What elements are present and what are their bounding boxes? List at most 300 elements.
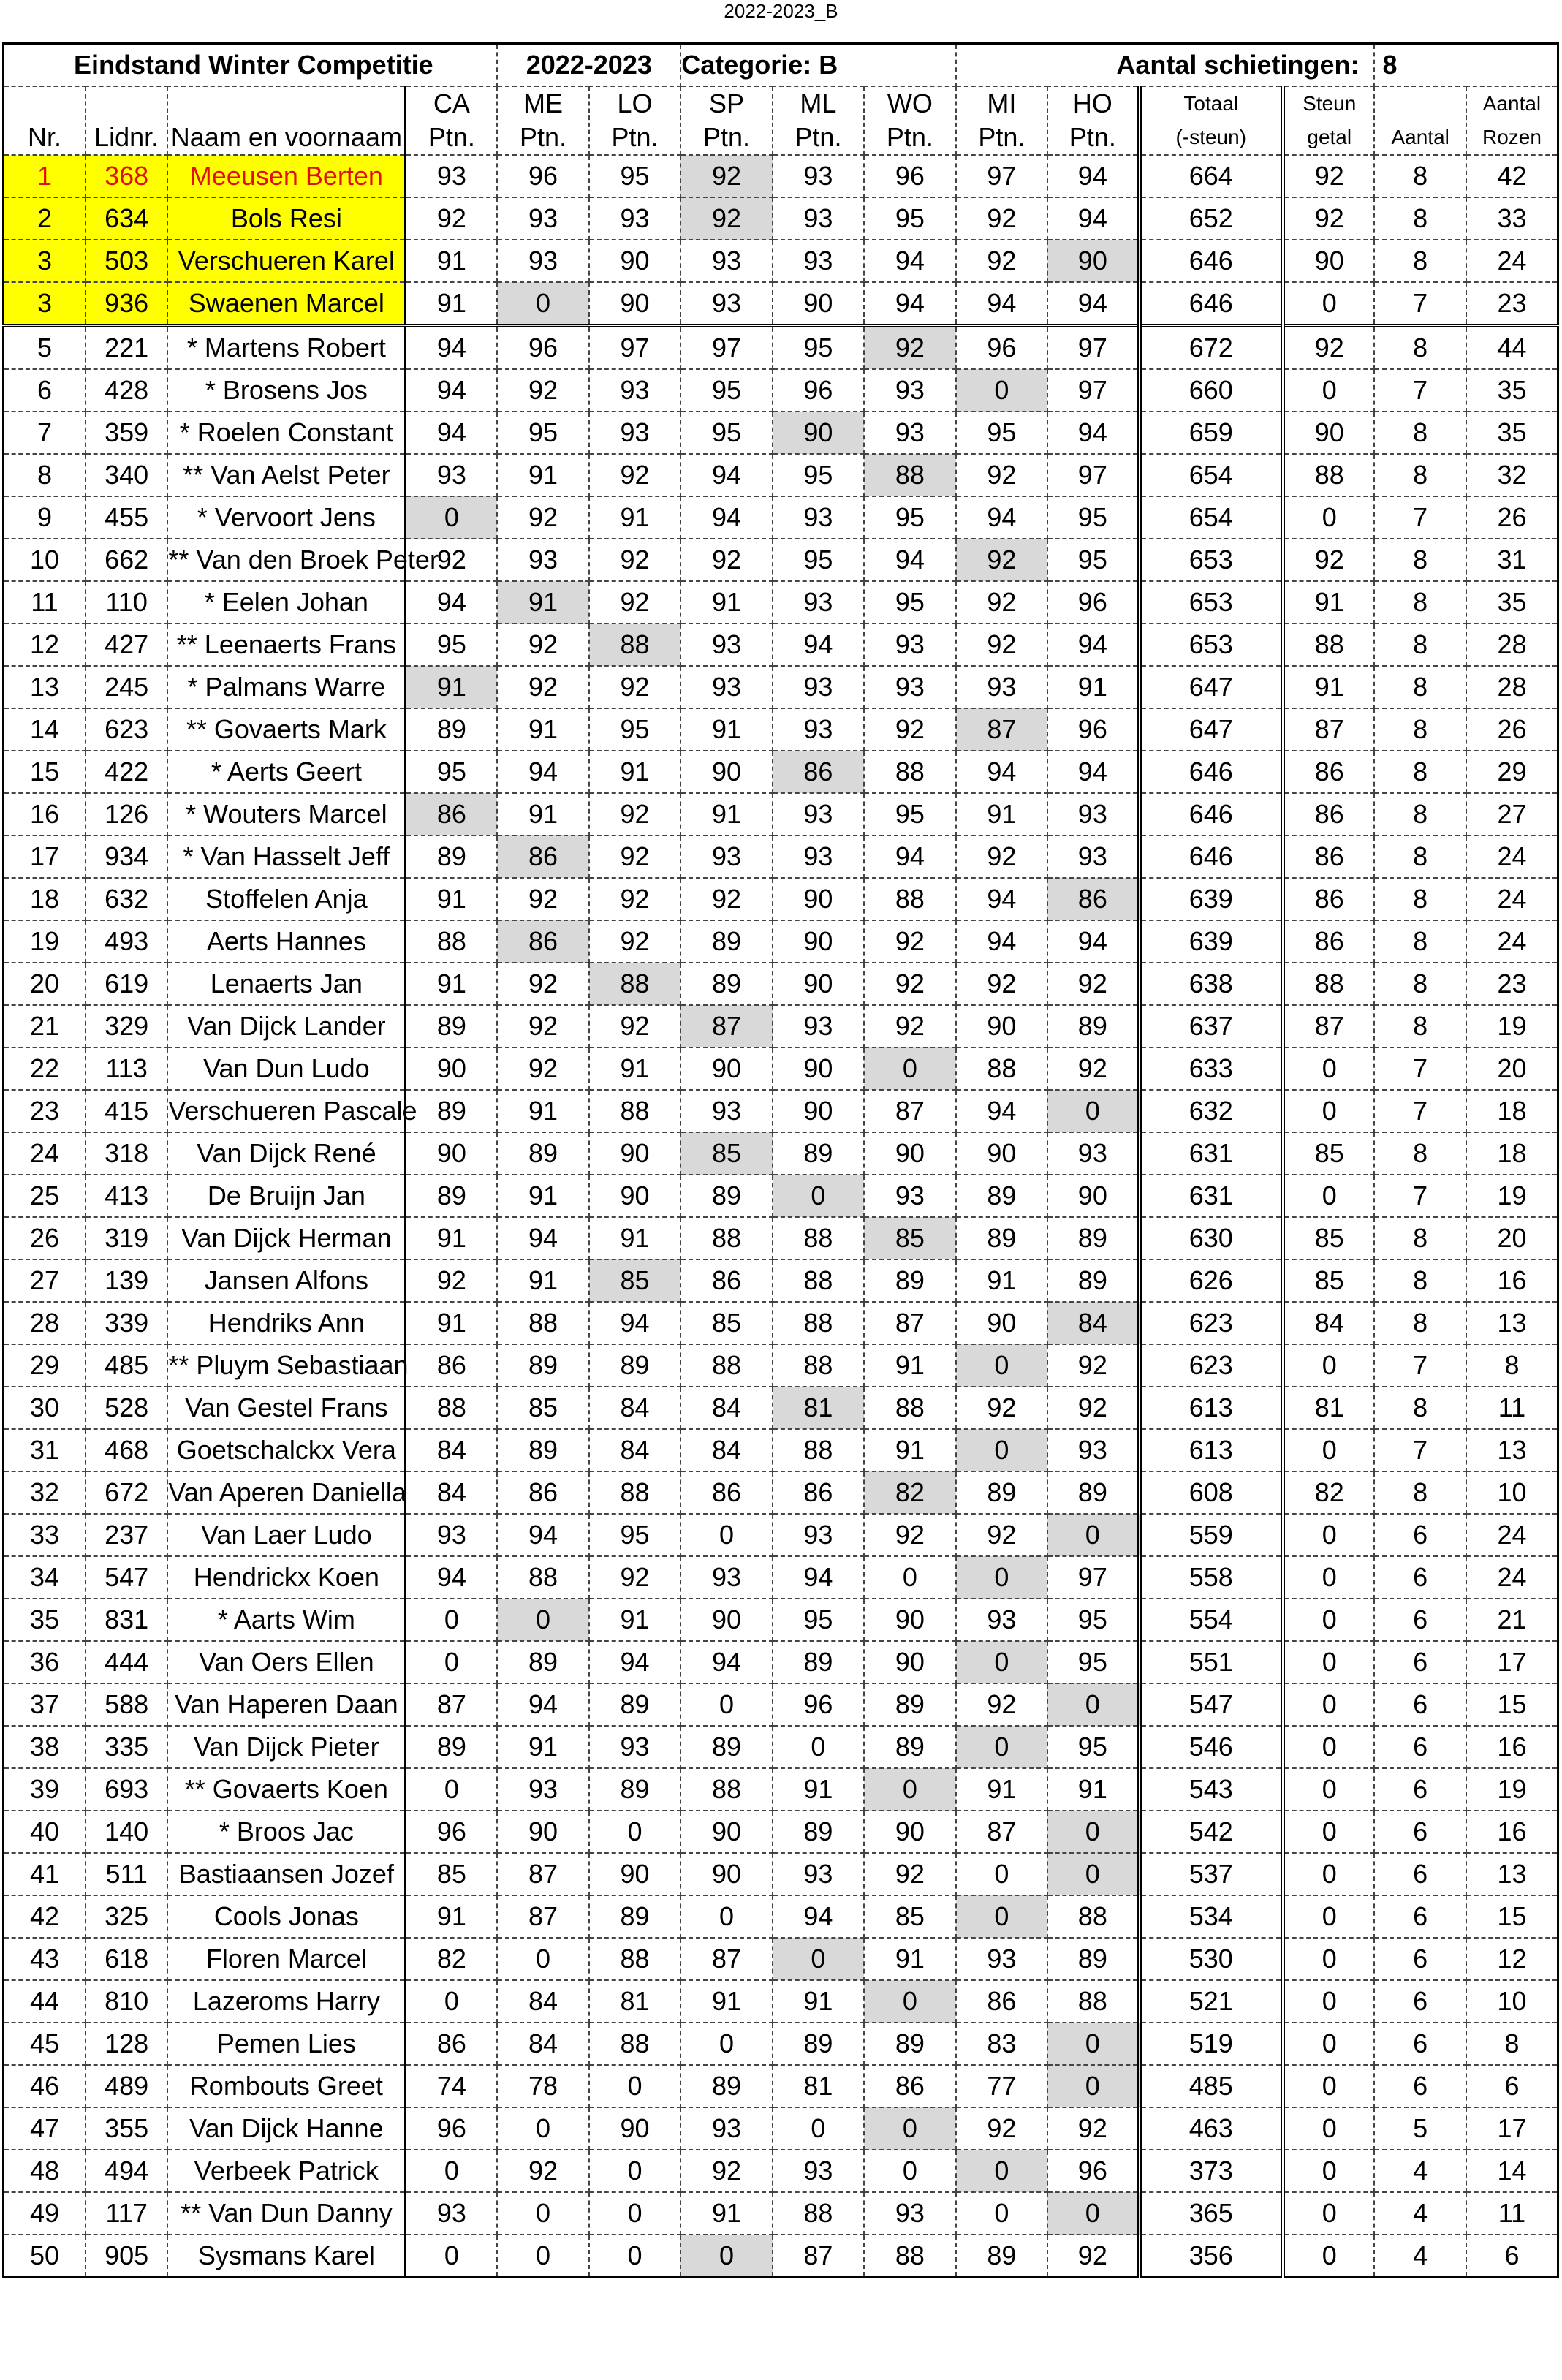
score-cell: 90 [864, 1599, 955, 1641]
score-cell: 88 [773, 1429, 864, 1471]
member-number-cell: 634 [86, 197, 167, 240]
member-number-cell: 810 [86, 1980, 167, 2023]
table-row [4, 708, 1558, 751]
score-cell: 0 [1047, 1853, 1139, 1895]
score-cell: 88 [589, 624, 680, 666]
score-cell: 88 [589, 963, 680, 1005]
score-cell: 85 [406, 1853, 497, 1895]
table-row [4, 1429, 1558, 1471]
name-cell: * Vervoort Jens [167, 496, 405, 539]
score-cell: 0 [1047, 2023, 1139, 2065]
score-cell: 86 [773, 751, 864, 793]
roses-cell: 29 [1466, 751, 1558, 793]
steun-cell: 92 [1283, 326, 1374, 370]
score-cell: 90 [956, 1132, 1047, 1175]
count-cell: 6 [1374, 1768, 1466, 1811]
count-cell: 8 [1374, 197, 1466, 240]
score-cell: 91 [956, 1768, 1047, 1811]
rank-cell: 11 [4, 581, 86, 624]
score-cell: 0 [773, 2107, 864, 2150]
score-cell: 94 [773, 1895, 864, 1938]
score-cell: 85 [497, 1387, 588, 1429]
score-cell: 94 [497, 1514, 588, 1556]
score-cell: 94 [1047, 412, 1139, 454]
score-cell: 95 [1047, 539, 1139, 581]
header-lo [589, 86, 680, 155]
count-cell: 6 [1374, 1599, 1466, 1641]
rank-cell: 16 [4, 793, 86, 835]
score-cell: 93 [406, 454, 497, 496]
score-cell: 0 [406, 2150, 497, 2192]
score-cell: 93 [497, 1768, 588, 1811]
score-cell: 0 [864, 1556, 955, 1599]
steun-cell: 0 [1283, 1641, 1374, 1683]
score-cell: 92 [864, 326, 955, 370]
score-cell: 90 [773, 878, 864, 920]
score-cell: 94 [406, 326, 497, 370]
roses-cell: 13 [1466, 1853, 1558, 1895]
table-row [4, 751, 1558, 793]
member-number-cell: 632 [86, 878, 167, 920]
score-cell: 93 [773, 835, 864, 878]
score-cell: 88 [680, 1768, 772, 1811]
score-cell: 92 [497, 1047, 588, 1090]
score-cell: 95 [680, 412, 772, 454]
rank-cell: 43 [4, 1938, 86, 1980]
total-cell: 632 [1140, 1090, 1283, 1132]
score-cell: 84 [406, 1429, 497, 1471]
score-cell: 92 [956, 963, 1047, 1005]
score-cell: 94 [406, 369, 497, 412]
roses-cell: 8 [1466, 1344, 1558, 1387]
score-cell: 88 [864, 1387, 955, 1429]
roses-cell: 18 [1466, 1090, 1558, 1132]
total-cell: 653 [1140, 624, 1283, 666]
total-cell: 654 [1140, 496, 1283, 539]
steun-cell: 0 [1283, 2192, 1374, 2235]
score-cell: 88 [589, 1938, 680, 1980]
member-number-cell: 511 [86, 1853, 167, 1895]
count-cell: 6 [1374, 1811, 1466, 1853]
score-cell: 90 [589, 1175, 680, 1217]
steun-cell: 0 [1283, 1938, 1374, 1980]
total-cell: 660 [1140, 369, 1283, 412]
score-cell: 93 [406, 2192, 497, 2235]
total-cell: 647 [1140, 666, 1283, 708]
score-cell: 86 [773, 1471, 864, 1514]
score-cell: 95 [773, 539, 864, 581]
roses-cell: 24 [1466, 1514, 1558, 1556]
count-cell: 7 [1374, 1429, 1466, 1471]
member-number-cell: 662 [86, 539, 167, 581]
score-cell: 89 [864, 2023, 955, 2065]
table-row [4, 197, 1558, 240]
table-row [4, 326, 1558, 370]
score-cell: 91 [680, 581, 772, 624]
count-cell: 6 [1374, 1980, 1466, 2023]
total-cell: 652 [1140, 197, 1283, 240]
rank-cell: 38 [4, 1726, 86, 1768]
score-cell: 84 [497, 2023, 588, 2065]
member-number-cell: 325 [86, 1895, 167, 1938]
score-cell: 0 [680, 1895, 772, 1938]
score-cell: 0 [680, 1683, 772, 1726]
score-cell: 88 [864, 751, 955, 793]
rank-cell: 7 [4, 412, 86, 454]
score-cell: 93 [773, 197, 864, 240]
score-cell: 89 [406, 1090, 497, 1132]
shoots-label: Aantal schietingen: [956, 44, 1375, 87]
score-cell: 82 [406, 1938, 497, 1980]
score-cell: 88 [680, 1344, 772, 1387]
score-cell: 88 [773, 1259, 864, 1302]
rank-cell: 29 [4, 1344, 86, 1387]
member-number-cell: 329 [86, 1005, 167, 1047]
member-number-cell: 693 [86, 1768, 167, 1811]
score-cell: 87 [864, 1302, 955, 1344]
score-cell: 90 [773, 1047, 864, 1090]
total-cell: 463 [1140, 2107, 1283, 2150]
score-cell: 97 [589, 326, 680, 370]
score-cell: 81 [773, 1387, 864, 1429]
score-cell: 92 [497, 963, 588, 1005]
table-row [4, 2023, 1558, 2065]
score-cell: 0 [864, 2107, 955, 2150]
score-cell: 91 [406, 240, 497, 282]
name-cell: Van Dijck Herman [167, 1217, 405, 1259]
score-cell: 91 [680, 708, 772, 751]
name-cell: Van Aperen Daniella [167, 1471, 405, 1514]
roses-cell: 20 [1466, 1217, 1558, 1259]
score-cell: 92 [1047, 2107, 1139, 2150]
name-cell: * Aarts Wim [167, 1599, 405, 1641]
score-cell: 0 [956, 2150, 1047, 2192]
steun-cell: 86 [1283, 751, 1374, 793]
count-cell: 6 [1374, 1853, 1466, 1895]
total-cell: 613 [1140, 1387, 1283, 1429]
member-number-cell: 245 [86, 666, 167, 708]
score-cell: 90 [680, 1811, 772, 1853]
score-cell: 89 [773, 1811, 864, 1853]
score-cell: 85 [680, 1302, 772, 1344]
steun-cell: 86 [1283, 920, 1374, 963]
table-row [4, 1471, 1558, 1514]
roses-cell: 6 [1466, 2235, 1558, 2278]
table-row [4, 1980, 1558, 2023]
member-number-cell: 489 [86, 2065, 167, 2107]
header-count: Aantal [1374, 86, 1466, 155]
header-bot: Ptn. [702, 122, 750, 152]
rank-cell: 45 [4, 2023, 86, 2065]
score-cell: 92 [864, 1514, 955, 1556]
score-cell: 89 [1047, 1471, 1139, 1514]
score-cell: 0 [680, 2235, 772, 2278]
header-sp [680, 86, 772, 155]
roses-cell: 24 [1466, 920, 1558, 963]
score-cell: 90 [773, 282, 864, 326]
score-cell: 92 [680, 197, 772, 240]
score-cell: 0 [497, 1938, 588, 1980]
score-cell: 88 [497, 1556, 588, 1599]
table-row [4, 1556, 1558, 1599]
rank-cell: 37 [4, 1683, 86, 1726]
score-cell: 92 [497, 369, 588, 412]
score-cell: 93 [589, 1726, 680, 1768]
header-total [1140, 86, 1283, 155]
rank-cell: 19 [4, 920, 86, 963]
rank-cell: 25 [4, 1175, 86, 1217]
table-row [4, 412, 1558, 454]
score-cell: 92 [956, 624, 1047, 666]
score-cell: 88 [773, 2192, 864, 2235]
table-row [4, 1514, 1558, 1556]
name-cell: Bastiaansen Jozef [167, 1853, 405, 1895]
total-cell: 547 [1140, 1683, 1283, 1726]
count-cell: 7 [1374, 1090, 1466, 1132]
score-cell: 93 [773, 581, 864, 624]
score-cell: 90 [680, 1599, 772, 1641]
count-cell: 8 [1374, 581, 1466, 624]
score-cell: 88 [773, 1302, 864, 1344]
header-bot: getal [1307, 126, 1352, 148]
score-cell: 91 [956, 793, 1047, 835]
score-cell: 90 [773, 963, 864, 1005]
score-cell: 89 [956, 1471, 1047, 1514]
roses-cell: 24 [1466, 878, 1558, 920]
score-cell: 0 [956, 1344, 1047, 1387]
rank-cell: 31 [4, 1429, 86, 1471]
score-cell: 92 [589, 920, 680, 963]
header-ml [773, 86, 864, 155]
count-cell: 8 [1374, 412, 1466, 454]
score-cell: 0 [956, 1726, 1047, 1768]
name-cell: Meeusen Berten [167, 155, 405, 197]
score-cell: 93 [956, 1599, 1047, 1641]
table-row [4, 1938, 1558, 1980]
roses-cell: 17 [1466, 2107, 1558, 2150]
header-row [4, 86, 1558, 155]
score-cell: 85 [864, 1895, 955, 1938]
score-cell: 86 [406, 793, 497, 835]
header-nr: Nr. [4, 86, 86, 155]
steun-cell: 0 [1283, 369, 1374, 412]
total-cell: 543 [1140, 1768, 1283, 1811]
roses-cell: 35 [1466, 581, 1558, 624]
score-cell: 91 [406, 1302, 497, 1344]
total-cell: 485 [1140, 2065, 1283, 2107]
count-cell: 8 [1374, 240, 1466, 282]
roses-cell: 26 [1466, 708, 1558, 751]
score-cell: 90 [956, 1005, 1047, 1047]
score-cell: 78 [497, 2065, 588, 2107]
header-bot: Rozen [1482, 126, 1542, 148]
score-cell: 96 [406, 1811, 497, 1853]
score-cell: 0 [956, 1853, 1047, 1895]
count-cell: 6 [1374, 1514, 1466, 1556]
roses-cell: 11 [1466, 2192, 1558, 2235]
score-cell: 0 [1047, 2192, 1139, 2235]
steun-cell: 92 [1283, 539, 1374, 581]
member-number-cell: 319 [86, 1217, 167, 1259]
score-cell: 95 [1047, 1641, 1139, 1683]
member-number-cell: 139 [86, 1259, 167, 1302]
score-cell: 94 [1047, 624, 1139, 666]
name-cell: ** Van Aelst Peter [167, 454, 405, 496]
count-cell: 6 [1374, 1683, 1466, 1726]
score-cell: 0 [497, 1599, 588, 1641]
score-cell: 93 [956, 666, 1047, 708]
rank-cell: 12 [4, 624, 86, 666]
score-cell: 87 [680, 1938, 772, 1980]
steun-cell: 85 [1283, 1259, 1374, 1302]
score-cell: 92 [1047, 1387, 1139, 1429]
member-number-cell: 339 [86, 1302, 167, 1344]
score-cell: 89 [406, 1726, 497, 1768]
score-cell: 95 [956, 412, 1047, 454]
score-cell: 0 [956, 1429, 1047, 1471]
score-cell: 94 [589, 1302, 680, 1344]
score-cell: 81 [589, 1980, 680, 2023]
score-cell: 91 [406, 282, 497, 326]
score-cell: 88 [864, 454, 955, 496]
score-cell: 92 [589, 1556, 680, 1599]
table-row [4, 369, 1558, 412]
name-cell: * Palmans Warre [167, 666, 405, 708]
roses-cell: 19 [1466, 1768, 1558, 1811]
roses-cell: 19 [1466, 1175, 1558, 1217]
roses-cell: 18 [1466, 1132, 1558, 1175]
score-cell: 92 [1047, 2235, 1139, 2278]
score-cell: 90 [406, 1132, 497, 1175]
score-cell: 77 [956, 2065, 1047, 2107]
score-cell: 91 [680, 793, 772, 835]
score-cell: 94 [680, 1641, 772, 1683]
header-bot: (-steun) [1175, 126, 1247, 148]
score-cell: 92 [589, 539, 680, 581]
steun-cell: 0 [1283, 1811, 1374, 1853]
score-cell: 92 [680, 2150, 772, 2192]
score-cell: 93 [680, 835, 772, 878]
score-cell: 94 [406, 581, 497, 624]
score-cell: 90 [497, 1811, 588, 1853]
score-cell: 88 [1047, 1895, 1139, 1938]
score-cell: 92 [497, 1005, 588, 1047]
score-cell: 86 [864, 2065, 955, 2107]
roses-cell: 15 [1466, 1895, 1558, 1938]
score-cell: 93 [1047, 1132, 1139, 1175]
count-cell: 4 [1374, 2235, 1466, 2278]
score-cell: 94 [1047, 751, 1139, 793]
score-cell: 0 [773, 1175, 864, 1217]
steun-cell: 90 [1283, 240, 1374, 282]
score-cell: 87 [497, 1853, 588, 1895]
score-cell: 91 [773, 1768, 864, 1811]
rank-cell: 21 [4, 1005, 86, 1047]
score-cell: 87 [773, 2235, 864, 2278]
member-number-cell: 503 [86, 240, 167, 282]
member-number-cell: 318 [86, 1132, 167, 1175]
member-number-cell: 623 [86, 708, 167, 751]
score-cell: 93 [1047, 835, 1139, 878]
score-cell: 92 [864, 1853, 955, 1895]
name-cell: * Aerts Geert [167, 751, 405, 793]
score-cell: 93 [680, 624, 772, 666]
score-cell: 93 [864, 624, 955, 666]
score-cell: 87 [956, 708, 1047, 751]
roses-cell: 31 [1466, 539, 1558, 581]
rank-cell: 5 [4, 326, 86, 370]
score-cell: 87 [680, 1005, 772, 1047]
score-cell: 92 [1047, 963, 1139, 1005]
roses-cell: 35 [1466, 412, 1558, 454]
member-number-cell: 588 [86, 1683, 167, 1726]
table-row [4, 1599, 1558, 1641]
score-cell: 91 [497, 1259, 588, 1302]
steun-cell: 0 [1283, 2150, 1374, 2192]
rank-cell: 2 [4, 197, 86, 240]
score-cell: 84 [1047, 1302, 1139, 1344]
count-cell: 8 [1374, 963, 1466, 1005]
score-cell: 0 [1047, 1090, 1139, 1132]
name-cell: Lazeroms Harry [167, 1980, 405, 2023]
score-cell: 92 [864, 708, 955, 751]
member-number-cell: 485 [86, 1344, 167, 1387]
score-cell: 95 [406, 751, 497, 793]
count-cell: 7 [1374, 496, 1466, 539]
member-number-cell: 128 [86, 2023, 167, 2065]
rank-cell: 50 [4, 2235, 86, 2278]
score-cell: 93 [773, 666, 864, 708]
score-cell: 96 [497, 326, 588, 370]
score-cell: 94 [864, 240, 955, 282]
name-cell: * Roelen Constant [167, 412, 405, 454]
member-number-cell: 528 [86, 1387, 167, 1429]
score-cell: 86 [406, 1344, 497, 1387]
score-cell: 89 [589, 1895, 680, 1938]
member-number-cell: 422 [86, 751, 167, 793]
steun-cell: 0 [1283, 2107, 1374, 2150]
score-cell: 88 [956, 1047, 1047, 1090]
score-cell: 97 [1047, 326, 1139, 370]
total-cell: 646 [1140, 751, 1283, 793]
score-cell: 92 [589, 878, 680, 920]
steun-cell: 0 [1283, 1768, 1374, 1811]
table-row [4, 1090, 1558, 1132]
score-cell: 84 [589, 1387, 680, 1429]
score-cell: 0 [956, 1895, 1047, 1938]
count-cell: 8 [1374, 920, 1466, 963]
score-cell: 0 [589, 1811, 680, 1853]
name-cell: Verschueren Karel [167, 240, 405, 282]
steun-cell: 91 [1283, 581, 1374, 624]
steun-cell: 0 [1283, 1047, 1374, 1090]
score-cell: 83 [956, 2023, 1047, 2065]
score-cell: 0 [406, 1980, 497, 2023]
score-cell: 93 [864, 369, 955, 412]
name-cell: Rombouts Greet [167, 2065, 405, 2107]
rank-cell: 27 [4, 1259, 86, 1302]
score-cell: 86 [497, 835, 588, 878]
score-cell: 96 [1047, 581, 1139, 624]
score-cell: 89 [497, 1344, 588, 1387]
count-cell: 8 [1374, 666, 1466, 708]
score-cell: 97 [680, 326, 772, 370]
score-cell: 89 [406, 1175, 497, 1217]
score-cell: 93 [406, 1514, 497, 1556]
score-cell: 85 [864, 1217, 955, 1259]
roses-cell: 27 [1466, 793, 1558, 835]
score-cell: 89 [406, 708, 497, 751]
